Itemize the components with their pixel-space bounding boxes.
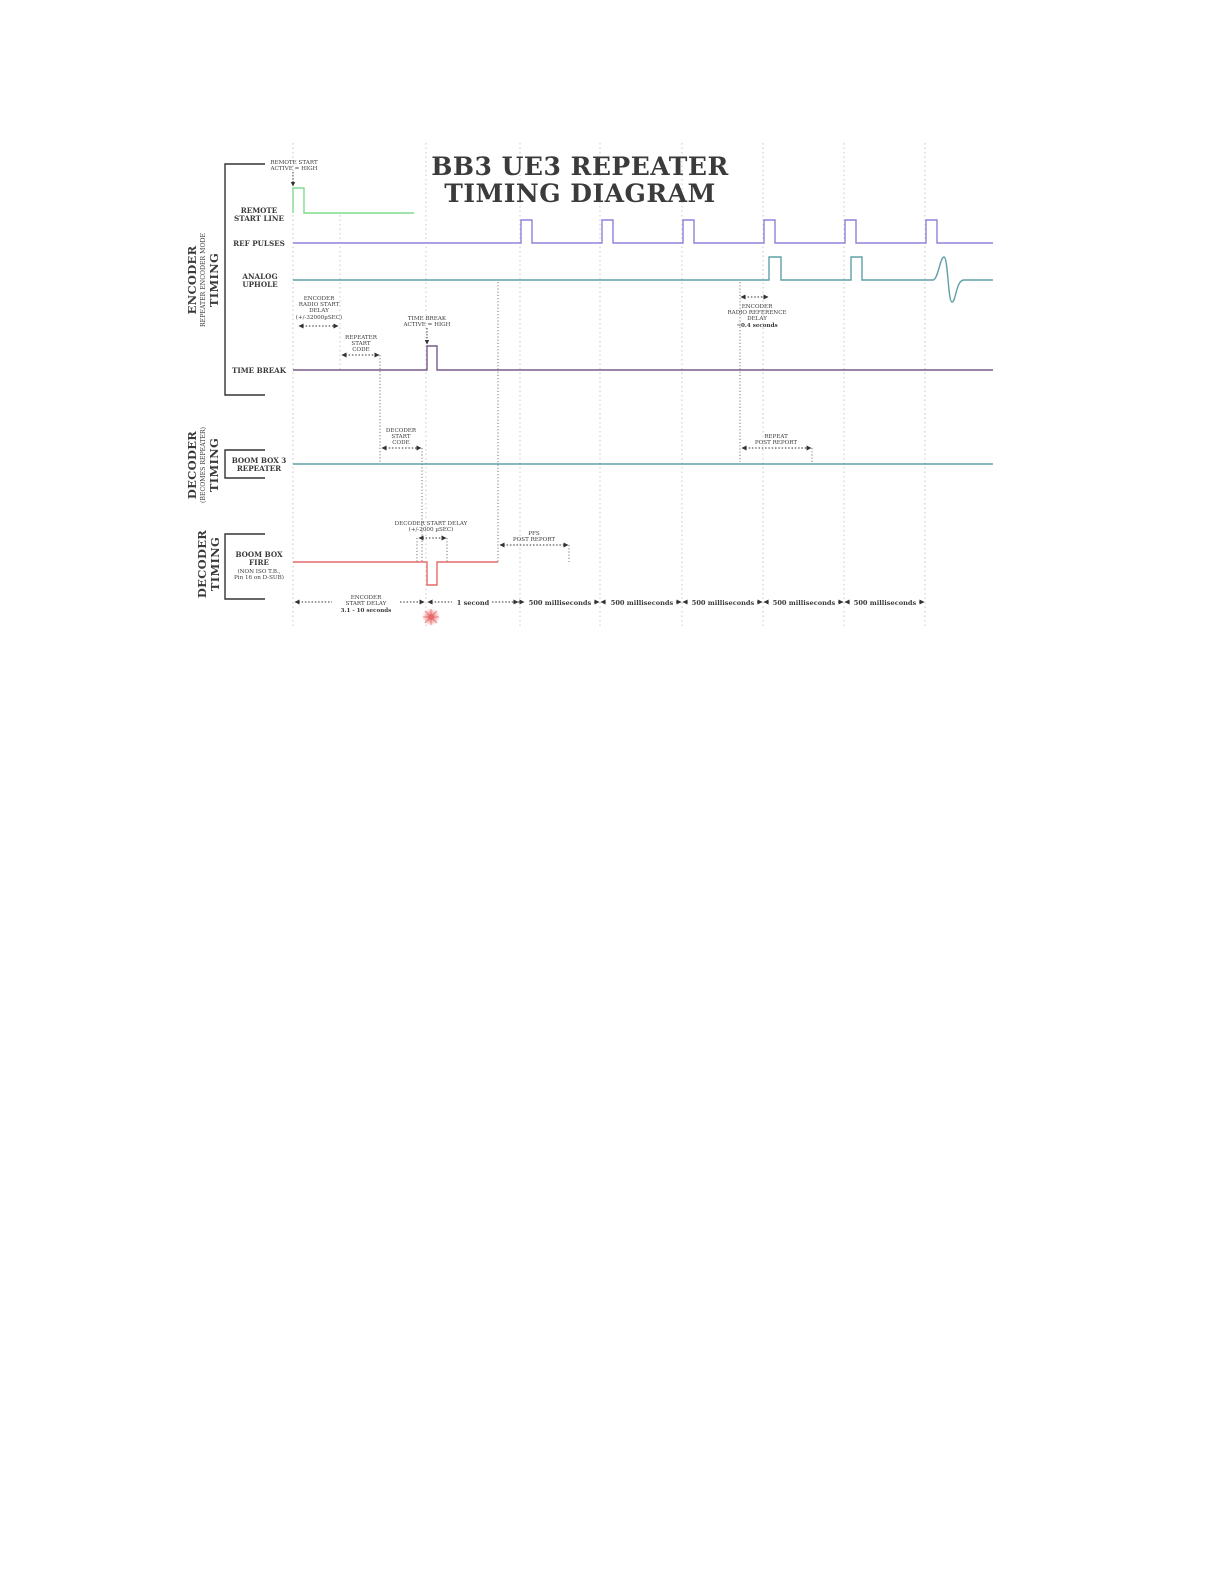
- signal-label-time-break: TIME BREAK: [232, 366, 286, 375]
- group-decoder-repeater-timing: TIMING: [207, 437, 221, 493]
- signal-label-remote-start: REMOTE: [240, 206, 278, 215]
- annotation-rsc-line3: CODE: [352, 347, 370, 353]
- annotation-tba-line1: TIME BREAK: [407, 316, 447, 322]
- signal-label-boom-box-3-2: REPEATER: [236, 464, 282, 473]
- interval-500ms-1: 500 milliseconds: [528, 599, 592, 607]
- annotation-pfs-line1: PFS: [528, 531, 540, 537]
- annotation-repeater-start-code: [345, 335, 378, 353]
- group-encoder: [185, 233, 221, 327]
- annotation-encoder-radio-start-delay: [296, 296, 342, 321]
- signal-label-analog-uphole: ANALOG: [242, 272, 278, 281]
- annotation-decoder-start-delay: [395, 521, 468, 533]
- annotation-erd-line3: DELAY: [309, 308, 329, 314]
- group-decoder: [195, 530, 222, 598]
- annotation-erd-line2: RADIO START: [298, 302, 340, 308]
- signal-label-boom-box-3: BOOM BOX 3: [231, 456, 287, 465]
- group-decoder-repeater: [185, 427, 221, 503]
- waveform-ref-pulses: [293, 220, 993, 243]
- interval-row: [295, 599, 924, 607]
- signal-label-ref-pulses: REF PULSES: [233, 239, 285, 248]
- annotation-decoder-start-code: [386, 428, 417, 446]
- interval-500ms-2: 500 milliseconds: [610, 599, 674, 607]
- annotation-pfs-line2: POST REPORT: [512, 537, 556, 543]
- interval-500ms-4: 500 milliseconds: [772, 599, 836, 607]
- signal-label-remote-start-2: START LINE: [234, 214, 284, 223]
- signal-label-boom-box-fire-2: FIRE: [249, 558, 269, 567]
- diagram-title-line2: TIMING DIAGRAM: [444, 179, 716, 208]
- waveform-time-break: [293, 346, 993, 370]
- annotation-dsd-line1: DECODER START DELAY: [394, 521, 468, 527]
- annotation-erd-line4: (+/-32000µSEC): [295, 315, 343, 321]
- group-encoder-timing: TIMING: [207, 252, 221, 308]
- time-gridlines: [293, 143, 925, 626]
- annotation-rpr-line1: REPEAT: [764, 434, 788, 440]
- annotation-dsc-line2: START: [391, 434, 411, 440]
- signal-label-boom-box-fire-3: (NON ISO T.B.,: [237, 569, 281, 575]
- annotation-encoder-radio-reference-delay: [727, 304, 786, 329]
- annotation-remote-start-line1: REMOTE START: [270, 160, 318, 166]
- interval-500ms-5: 500 milliseconds: [853, 599, 917, 607]
- annotation-errd-line3: DELAY: [747, 316, 767, 322]
- annotation-time-break-active: [402, 316, 450, 328]
- annotation-dsc-line1: DECODER: [385, 428, 417, 434]
- annotation-errd-line1: ENCODER: [741, 304, 773, 310]
- annotation-esd-line1: ENCODER: [350, 595, 382, 601]
- annotation-pfs-post-report: [513, 531, 555, 543]
- annotation-erd-line1: ENCODER: [303, 296, 335, 302]
- waveform-boom-box-fire: [293, 562, 498, 585]
- annotation-dsc-line3: CODE: [392, 440, 410, 446]
- annotation-esd-line2: START DELAY: [345, 601, 387, 607]
- group-brackets: [225, 164, 265, 599]
- starburst-icon: [422, 608, 440, 626]
- timing-diagram: [0, 0, 1224, 640]
- group-encoder-main: ENCODER: [185, 245, 199, 315]
- annotation-dsd-line2: (+/-2000 µSEC): [408, 527, 454, 533]
- annotation-rsc-line2: START: [351, 341, 371, 347]
- group-decoder-repeater-sub: (BECOMES REPEATER): [200, 426, 207, 504]
- group-decoder-timing: TIMING: [208, 536, 222, 592]
- annotation-remote-start-active: [269, 160, 317, 172]
- signal-label-analog-uphole-2: UPHOLE: [242, 280, 278, 289]
- annotation-rsc-line1: REPEATER: [345, 335, 377, 341]
- interval-500ms-3: 500 milliseconds: [691, 599, 755, 607]
- annotation-tba-line2: ACTIVE = HIGH: [403, 322, 451, 328]
- signal-label-boom-box-fire: BOOM BOX: [235, 550, 283, 559]
- group-decoder-repeater-main: DECODER: [185, 430, 199, 500]
- waveform-analog-uphole: [293, 257, 993, 302]
- annotation-remote-start-line2: ACTIVE = HIGH: [270, 166, 318, 172]
- annotation-esd-line3: 3.1 - 10 seconds: [340, 608, 392, 614]
- signal-label-boom-box-fire-4: Pin 16 on D-SUB): [234, 575, 284, 581]
- interval-one-second: 1 second: [456, 599, 490, 607]
- annotation-errd-line4: ~0.4 seconds: [736, 323, 778, 329]
- waveform-remote-start-line: [293, 188, 414, 213]
- group-encoder-sub: REPEATER ENCODER MODE: [200, 233, 207, 327]
- annotation-encoder-start-delay: [341, 595, 392, 614]
- group-decoder-main: DECODER: [195, 529, 209, 599]
- annotation-rpr-line2: POST REPORT: [754, 440, 798, 446]
- diagram-title-line1: BB3 UE3 REPEATER: [431, 152, 729, 181]
- annotation-errd-line2: RADIO REFERENCE: [727, 310, 787, 316]
- annotation-repeat-post-report: [755, 434, 797, 446]
